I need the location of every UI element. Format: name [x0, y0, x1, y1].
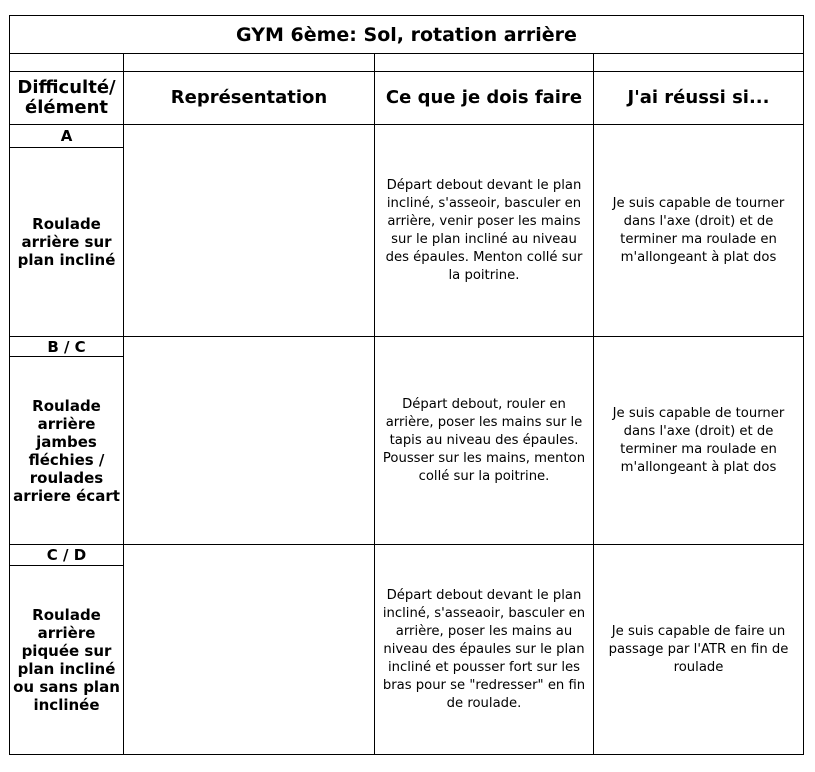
table-title: GYM 6ème: Sol, rotation arrière	[10, 16, 804, 54]
gym-table	[9, 15, 804, 755]
spacer-cell	[594, 54, 804, 72]
spacer-cell	[10, 54, 124, 72]
todo-cell: Départ debout devant le plan incliné, s'asseoir, basculer en arrière, venir poser les mains sur le plan incliné au niveau des épaules. Menton collé sur la poitrine.	[375, 125, 594, 337]
level-label: C / D	[10, 545, 124, 566]
success-cell: Je suis capable de faire un passage par l'ATR en fin de roulade	[594, 545, 804, 755]
element-name: Roulade arrière piquée sur plan incliné ou sans plan inclinée	[10, 566, 124, 755]
element-name: Roulade arrière jambes fléchies / roulades arriere écart	[10, 357, 124, 545]
level-label: A	[10, 125, 124, 148]
spacer-cell	[124, 54, 375, 72]
todo-cell: Départ debout, rouler en arrière, poser les mains sur le tapis au niveau des épaules. Pousser sur les mains, menton collé sur la poitrine.	[375, 337, 594, 545]
representation-cell	[124, 125, 375, 337]
spacer-cell	[375, 54, 594, 72]
representation-cell	[124, 545, 375, 755]
success-cell: Je suis capable de tourner dans l'axe (droit) et de terminer ma roulade en m'allongeant à plat dos	[594, 125, 804, 337]
header-todo: Ce que je dois faire	[375, 72, 594, 125]
representation-cell	[124, 337, 375, 545]
header-success: J'ai réussi si...	[594, 72, 804, 125]
success-cell: Je suis capable de tourner dans l'axe (droit) et de terminer ma roulade en m'allongeant à plat dos	[594, 337, 804, 545]
header-representation: Représentation	[124, 72, 375, 125]
element-name: Roulade arrière sur plan incliné	[10, 148, 124, 337]
todo-cell: Départ debout devant le plan incliné, s'asseaoir, basculer en arrière, poser les mains au niveau des épaules sur le plan incliné et pousser fort sur les bras pour se "redresser" en fin de roulade.	[375, 545, 594, 755]
level-label: B / C	[10, 337, 124, 357]
header-difficulty: Difficulté/ élément	[10, 72, 124, 125]
